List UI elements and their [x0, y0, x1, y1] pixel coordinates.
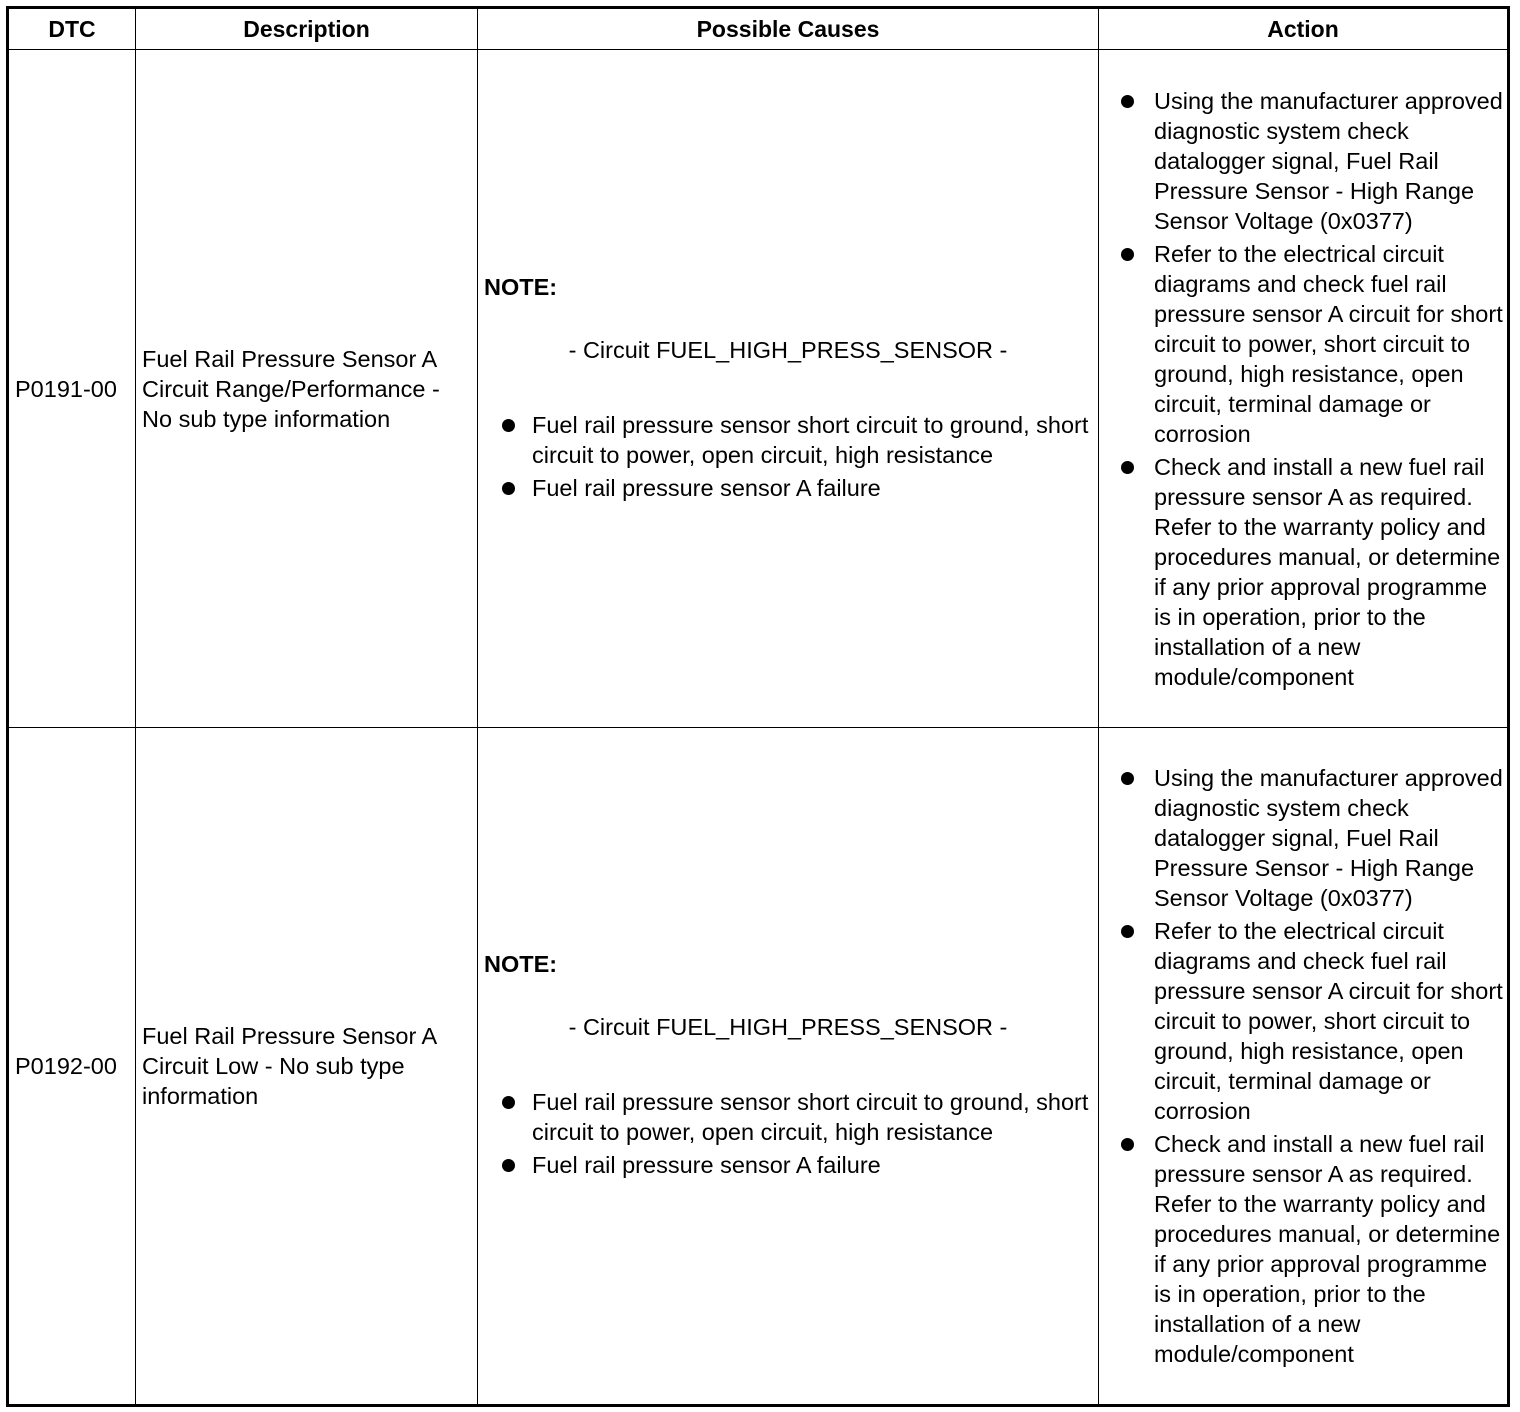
action-cell [1099, 50, 1509, 728]
header-action: Action [1099, 8, 1509, 50]
header-dtc: DTC [8, 8, 136, 50]
list-item [1117, 86, 1503, 236]
possible-causes-cell [478, 728, 1099, 1406]
bullet-icon [502, 482, 515, 495]
action-text: Refer to the electrical circuit diagrams and check fuel rail pressure sensor A circuit for short circuit to power, short circuit to ground, high resistance, open circuit, terminal damage or corrosion [1154, 240, 1503, 447]
action-text: Using the manufacturer approved diagnostic system check datalogger signal, Fuel Rail Pressure Sensor - High Range Sensor Voltage (0x0377) [1154, 87, 1503, 234]
list-item [484, 410, 1092, 470]
causes-list [484, 410, 1092, 503]
action-list [1117, 763, 1503, 1369]
bullet-icon [1121, 461, 1134, 474]
list-item [1117, 763, 1503, 913]
list-item [1117, 452, 1503, 692]
table-header-row [8, 8, 1509, 50]
list-item [1117, 916, 1503, 1126]
bullet-icon [1121, 248, 1134, 261]
dtc-code: P0192-00 [8, 728, 136, 1406]
bullet-icon [502, 1159, 515, 1172]
action-list [1117, 86, 1503, 692]
bullet-icon [502, 1096, 515, 1109]
dtc-description: Fuel Rail Pressure Sensor A Circuit Low - No sub type information [136, 728, 478, 1406]
cause-text: Fuel rail pressure sensor short circuit to ground, short circuit to power, open circuit, high resistance [532, 1089, 1089, 1145]
list-item [1117, 239, 1503, 449]
cause-text: Fuel rail pressure sensor A failure [532, 474, 881, 501]
action-text: Check and install a new fuel rail pressure sensor A as required. Refer to the warranty policy and procedures manual, or determine if any prior approval programme is in operation, prior to the installation of a new module/component [1154, 453, 1501, 690]
header-description: Description [136, 8, 478, 50]
list-item [1117, 1129, 1503, 1369]
possible-causes-cell [478, 50, 1099, 728]
note-title: NOTE: [484, 273, 558, 300]
list-item [484, 1087, 1092, 1147]
action-text: Refer to the electrical circuit diagrams and check fuel rail pressure sensor A circuit for short circuit to power, short circuit to ground, high resistance, open circuit, terminal damage or corrosion [1154, 918, 1503, 1124]
dtc-table [6, 6, 1510, 1407]
bullet-icon [1121, 772, 1134, 785]
bullet-icon [1121, 925, 1134, 938]
action-text: Using the manufacturer approved diagnostic system check datalogger signal, Fuel Rail Pressure Sensor - High Range Sensor Voltage (0x0377) [1154, 765, 1503, 911]
cause-text: Fuel rail pressure sensor short circuit to ground, short circuit to power, open circuit, high resistance [532, 411, 1089, 468]
list-item [484, 473, 1092, 503]
action-cell [1099, 728, 1509, 1406]
header-causes: Possible Causes [478, 8, 1099, 50]
dtc-code: P0191-00 [8, 50, 136, 728]
action-text: Check and install a new fuel rail pressure sensor A as required. Refer to the warranty policy and procedures manual, or determine if any prior approval programme is in operation, prior to the installation of a new module/component [1154, 1131, 1501, 1367]
causes-list [484, 1087, 1092, 1180]
cause-text: Fuel rail pressure sensor A failure [532, 1152, 881, 1178]
circuit-name: - Circuit FUEL_HIGH_PRESS_SENSOR - [568, 1014, 1008, 1040]
circuit-name: - Circuit FUEL_HIGH_PRESS_SENSOR - [568, 336, 1008, 363]
bullet-icon [1121, 1138, 1134, 1151]
note-title: NOTE: [484, 951, 558, 977]
bullet-icon [502, 419, 515, 432]
bullet-icon [1121, 95, 1134, 108]
list-item [484, 1150, 1092, 1180]
table-row [8, 50, 1509, 728]
table-row [8, 728, 1509, 1406]
dtc-description: Fuel Rail Pressure Sensor A Circuit Range/Performance - No sub type information [136, 50, 478, 728]
